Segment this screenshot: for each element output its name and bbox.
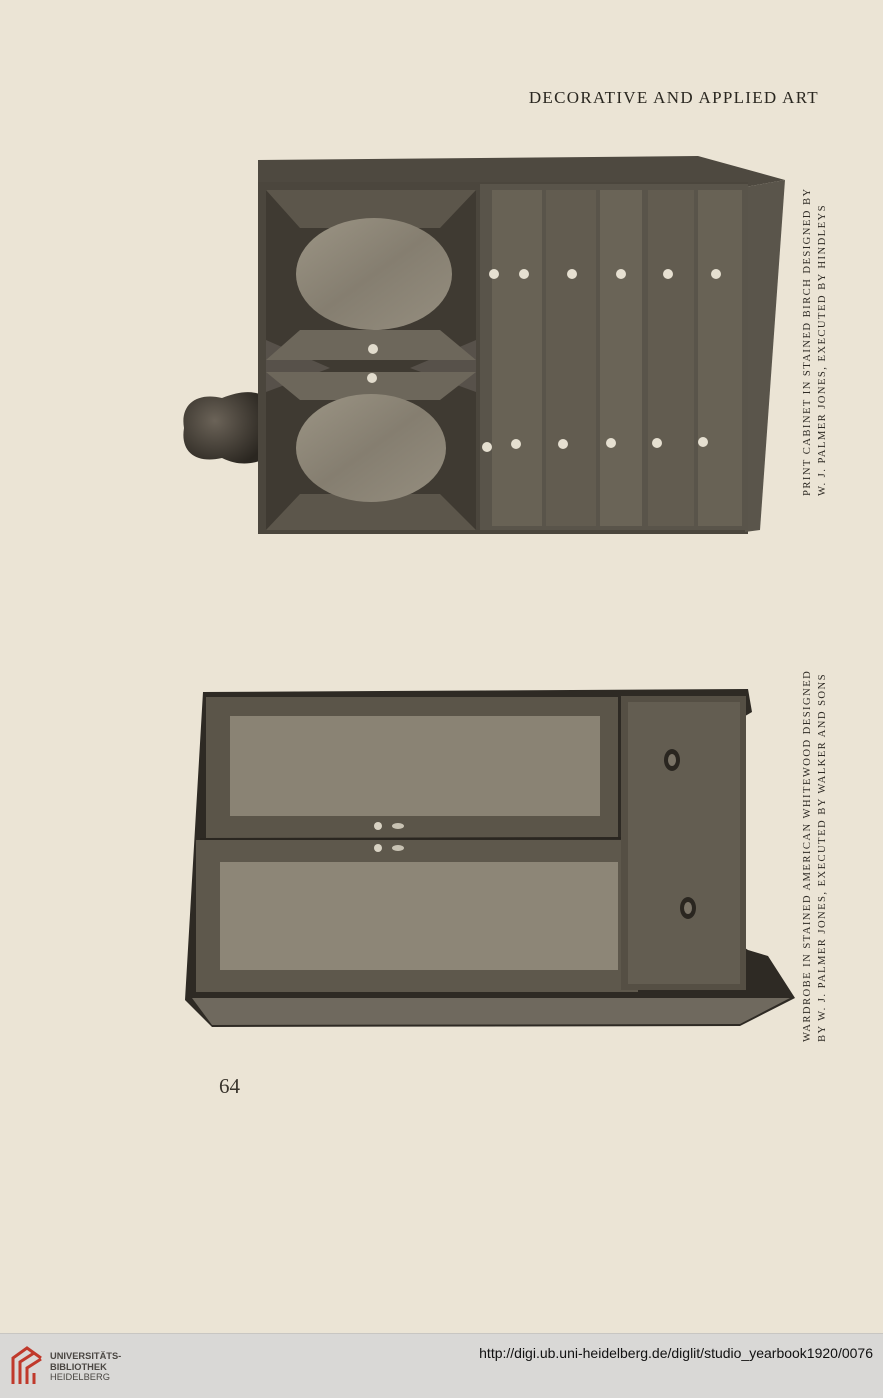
- caption-line: BY W. J. PALMER JONES, EXECUTED BY WALKER AND SONS: [817, 673, 828, 1042]
- digitization-footer: [0, 1333, 883, 1398]
- library-name-line: HEIDELBERG: [50, 1372, 110, 1382]
- permalink-url[interactable]: http://digi.ub.uni-heidelberg.de/diglit/studio_yearbook1920/0076: [479, 1345, 873, 1361]
- print-cabinet-photo: [176, 152, 788, 540]
- page-number: 64: [219, 1074, 240, 1098]
- wardrobe-caption: [800, 670, 830, 1042]
- library-name-line: UNIVERSITÄTS-: [50, 1351, 122, 1361]
- caption-line: WARDROBE IN STAINED AMERICAN WHITEWOOD DESIGNED: [802, 669, 813, 1042]
- print-cabinet-caption: [800, 187, 830, 496]
- library-name-line: BIBLIOTHEK: [50, 1361, 107, 1372]
- caption-line: W. J. PALMER JONES, EXECUTED BY HINDLEYS: [817, 204, 828, 496]
- library-name: [50, 1351, 121, 1383]
- caption-line: PRINT CABINET IN STAINED BIRCH DESIGNED BY: [802, 187, 813, 496]
- university-library-logo-icon: [10, 1344, 44, 1386]
- running-head: DECORATIVE AND APPLIED ART: [528, 88, 819, 107]
- wardrobe-photo: [182, 686, 796, 1030]
